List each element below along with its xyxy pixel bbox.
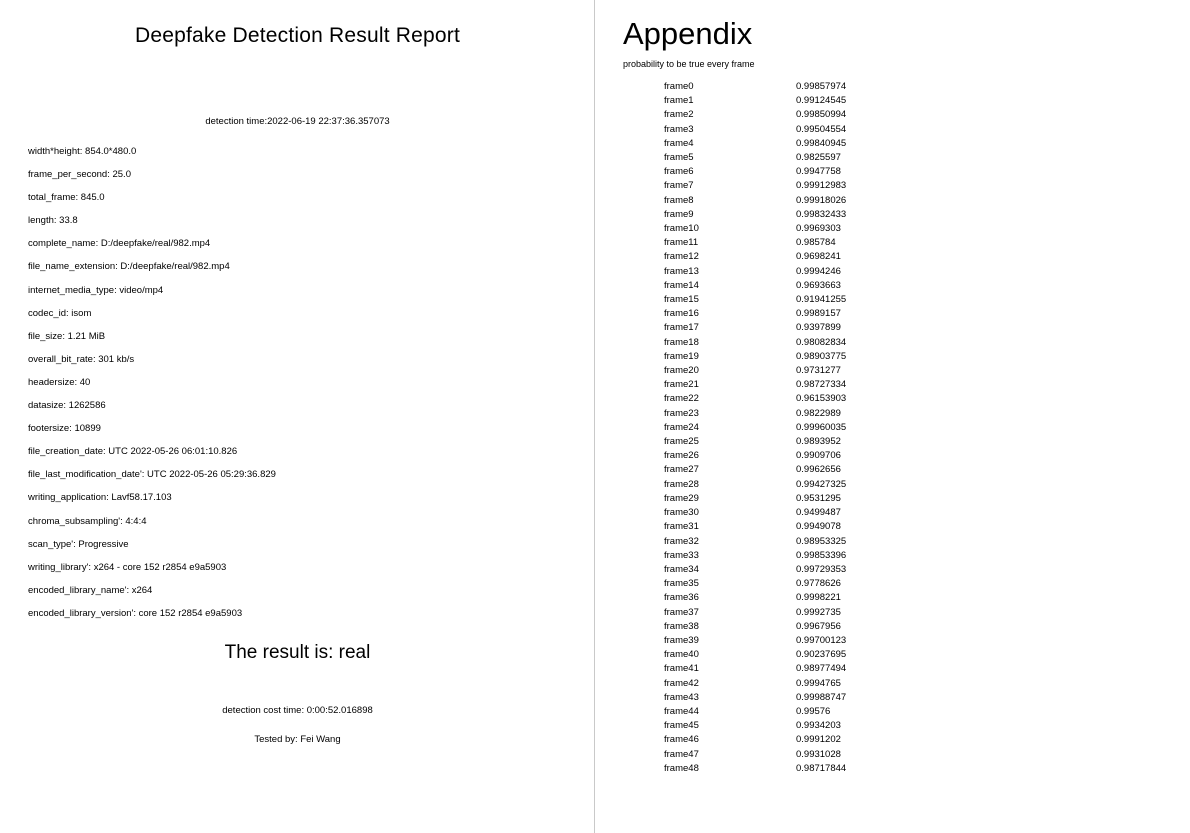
metadata-item: encoded_library_version': core 152 r2854 e9a5903 bbox=[28, 607, 243, 619]
frame-probability-cell: 0.99832433 bbox=[796, 208, 847, 220]
frame-probability-cell: 0.99960035 bbox=[796, 421, 847, 433]
frame-probability-cell: 0.90237695 bbox=[796, 649, 847, 661]
frame-label-cell: frame20 bbox=[664, 365, 699, 377]
table-row bbox=[623, 691, 916, 705]
frame-label-cell: frame33 bbox=[664, 549, 699, 561]
frame-probability-cell: 0.985784 bbox=[796, 237, 836, 249]
frame-label-cell: frame22 bbox=[664, 393, 699, 405]
frame-probability-cell: 0.9934203 bbox=[796, 720, 841, 732]
right-page-column bbox=[595, 0, 1190, 833]
frame-label-cell: frame46 bbox=[664, 734, 699, 746]
frame-probability-cell: 0.96153903 bbox=[796, 393, 847, 405]
frame-probability-cell: 0.9693663 bbox=[796, 279, 841, 291]
frame-probability-cell: 0.9962656 bbox=[796, 464, 841, 476]
metadata-item: chroma_subsampling': 4:4:4 bbox=[28, 515, 147, 527]
frame-label-cell: frame12 bbox=[664, 251, 699, 263]
frame-label-cell: frame45 bbox=[664, 720, 699, 732]
table-row bbox=[623, 606, 916, 620]
frame-label-cell: frame1 bbox=[664, 95, 694, 107]
frame-probability-cell: 0.99427325 bbox=[796, 478, 847, 490]
frame-label-cell: frame39 bbox=[664, 634, 699, 646]
frame-probability-cell: 0.9949078 bbox=[796, 521, 841, 533]
table-row bbox=[623, 222, 916, 236]
table-row bbox=[623, 705, 916, 719]
frame-label-cell: frame34 bbox=[664, 563, 699, 575]
table-row bbox=[623, 194, 916, 208]
table-row bbox=[623, 265, 916, 279]
metadata-item: overall_bit_rate: 301 kb/s bbox=[28, 353, 135, 365]
frame-probability-cell: 0.98727334 bbox=[796, 379, 847, 391]
table-row bbox=[623, 250, 916, 264]
table-row bbox=[623, 506, 916, 520]
metadata-item: file_creation_date: UTC 2022-05-26 06:01:10.826 bbox=[28, 446, 238, 458]
frame-probability-cell: 0.9994765 bbox=[796, 677, 841, 689]
table-row bbox=[623, 307, 916, 321]
frame-probability-cell: 0.9947758 bbox=[796, 166, 841, 178]
frame-label-cell: frame48 bbox=[664, 762, 699, 774]
frame-label-cell: frame25 bbox=[664, 436, 699, 448]
frame-probability-cell: 0.99912983 bbox=[796, 180, 847, 192]
table-row bbox=[623, 591, 916, 605]
table-row bbox=[623, 520, 916, 534]
frame-probability-cell: 0.99918026 bbox=[796, 194, 847, 206]
metadata-item: file_last_modification_date': UTC 2022-05-26 05:29:36.829 bbox=[28, 469, 276, 481]
table-row bbox=[623, 392, 916, 406]
metadata-item: datasize: 1262586 bbox=[28, 400, 106, 412]
frame-label-cell: frame9 bbox=[664, 208, 694, 220]
table-row bbox=[623, 137, 916, 151]
frame-probability-cell: 0.99576 bbox=[796, 705, 831, 717]
frame-probability-cell: 0.9994246 bbox=[796, 265, 841, 277]
frame-probability-cell: 0.98717844 bbox=[796, 762, 847, 774]
frame-label-cell: frame13 bbox=[664, 265, 699, 277]
table-row bbox=[623, 279, 916, 293]
frame-label-cell: frame3 bbox=[664, 123, 694, 135]
frame-label-cell: frame41 bbox=[664, 663, 699, 675]
table-row bbox=[623, 748, 916, 762]
frame-label-cell: frame32 bbox=[664, 535, 699, 547]
frame-probability-cell: 0.99857974 bbox=[796, 81, 847, 92]
table-row bbox=[623, 208, 916, 222]
frame-probability-cell: 0.9991202 bbox=[796, 734, 841, 746]
table-row bbox=[623, 535, 916, 549]
frame-probability-cell: 0.99729353 bbox=[796, 563, 847, 575]
frame-probability-cell: 0.9893952 bbox=[796, 436, 841, 448]
table-row bbox=[623, 151, 916, 165]
frame-probability-cell: 0.9992735 bbox=[796, 606, 841, 618]
table-row bbox=[623, 407, 916, 421]
table-row bbox=[623, 648, 916, 662]
frame-probability-cell: 0.9531295 bbox=[796, 492, 841, 504]
frame-probability-cell: 0.9989157 bbox=[796, 308, 841, 320]
table-row bbox=[623, 123, 916, 137]
table-row bbox=[623, 435, 916, 449]
metadata-item: file_name_extension: D:/deepfake/real/982.mp4 bbox=[28, 261, 230, 273]
frame-label-cell: frame16 bbox=[664, 308, 699, 320]
frame-label-cell: frame21 bbox=[664, 379, 699, 391]
frame-probability-cell: 0.9825597 bbox=[796, 152, 841, 164]
frame-probability-cell: 0.9778626 bbox=[796, 578, 841, 590]
metadata-item: writing_application: Lavf58.17.103 bbox=[28, 492, 172, 504]
frame-probability-cell: 0.9998221 bbox=[796, 592, 841, 604]
table-row bbox=[623, 492, 916, 506]
frame-probability-cell: 0.9698241 bbox=[796, 251, 841, 263]
metadata-item: writing_library': x264 - core 152 r2854 e9a5903 bbox=[28, 561, 227, 573]
metadata-item: width*height: 854.0*480.0 bbox=[28, 146, 137, 157]
frame-probability-table bbox=[623, 80, 916, 776]
frame-probability-cell: 0.9731277 bbox=[796, 365, 841, 377]
frame-label-cell: frame7 bbox=[664, 180, 694, 192]
metadata-item: codec_id: isom bbox=[28, 307, 92, 319]
frame-probability-cell: 0.9822989 bbox=[796, 407, 841, 419]
frame-probability-cell: 0.9967956 bbox=[796, 620, 841, 632]
metadata-item: complete_name: D:/deepfake/real/982.mp4 bbox=[28, 238, 211, 250]
table-row bbox=[623, 179, 916, 193]
frame-label-cell: frame15 bbox=[664, 294, 699, 306]
table-row bbox=[623, 478, 916, 492]
tested-by-text: Tested by: Fei Wang bbox=[254, 734, 341, 745]
frame-label-cell: frame43 bbox=[664, 691, 699, 703]
table-row bbox=[623, 236, 916, 250]
table-row bbox=[623, 165, 916, 179]
table-row bbox=[623, 662, 916, 676]
frame-label-cell: frame38 bbox=[664, 620, 699, 632]
table-row bbox=[623, 733, 916, 747]
frame-probability-cell: 0.9397899 bbox=[796, 322, 841, 334]
table-row bbox=[623, 80, 916, 94]
frame-label-cell: frame44 bbox=[664, 705, 699, 717]
table-row bbox=[623, 577, 916, 591]
frame-probability-cell: 0.99840945 bbox=[796, 137, 847, 149]
frame-probability-cell: 0.91941255 bbox=[796, 294, 847, 306]
table-row bbox=[623, 378, 916, 392]
metadata-item: headersize: 40 bbox=[28, 376, 91, 388]
metadata-item: encoded_library_name': x264 bbox=[28, 584, 153, 596]
frame-probability-cell: 0.99850994 bbox=[796, 109, 847, 121]
frame-label-cell: frame0 bbox=[664, 81, 694, 92]
appendix-title: Appendix bbox=[623, 16, 753, 51]
table-row bbox=[623, 634, 916, 648]
frame-label-cell: frame24 bbox=[664, 421, 699, 433]
frame-label-cell: frame27 bbox=[664, 464, 699, 476]
table-row bbox=[623, 364, 916, 378]
frame-label-cell: frame6 bbox=[664, 166, 694, 178]
frame-label-cell: frame17 bbox=[664, 322, 699, 334]
metadata-item: length: 33.8 bbox=[28, 215, 78, 227]
table-row bbox=[623, 293, 916, 307]
frame-label-cell: frame42 bbox=[664, 677, 699, 689]
table-row bbox=[623, 421, 916, 435]
table-row bbox=[623, 549, 916, 563]
table-row bbox=[623, 449, 916, 463]
video-metadata-list bbox=[28, 140, 568, 625]
frame-probability-cell: 0.99853396 bbox=[796, 549, 847, 561]
frame-probability-cell: 0.9499487 bbox=[796, 507, 841, 519]
frame-label-cell: frame47 bbox=[664, 748, 699, 760]
table-row bbox=[623, 108, 916, 122]
frame-label-cell: frame10 bbox=[664, 223, 699, 235]
frame-probability-cell: 0.99504554 bbox=[796, 123, 847, 135]
metadata-item: total_frame: 845.0 bbox=[28, 192, 105, 204]
frame-label-cell: frame36 bbox=[664, 592, 699, 604]
frame-label-cell: frame37 bbox=[664, 606, 699, 618]
detection-result-text: The result is: real bbox=[224, 642, 371, 663]
metadata-item: scan_type': Progressive bbox=[28, 538, 129, 550]
frame-label-cell: frame4 bbox=[664, 137, 694, 149]
metadata-item: frame_per_second: 25.0 bbox=[28, 169, 131, 181]
frame-probability-cell: 0.9969303 bbox=[796, 223, 841, 235]
frame-probability-cell: 0.99124545 bbox=[796, 95, 847, 107]
table-row bbox=[623, 336, 916, 350]
frame-label-cell: frame18 bbox=[664, 336, 699, 348]
frame-probability-cell: 0.99700123 bbox=[796, 634, 847, 646]
frame-label-cell: frame19 bbox=[664, 350, 699, 362]
metadata-item: file_size: 1.21 MiB bbox=[28, 330, 106, 342]
frame-label-cell: frame26 bbox=[664, 450, 699, 462]
frame-label-cell: frame29 bbox=[664, 492, 699, 504]
table-row bbox=[623, 677, 916, 691]
table-row bbox=[623, 719, 916, 733]
table-row bbox=[623, 463, 916, 477]
frame-label-cell: frame35 bbox=[664, 578, 699, 590]
frame-probability-cell: 0.98977494 bbox=[796, 663, 847, 675]
appendix-subtitle: probability to be true every frame bbox=[623, 59, 755, 69]
frame-label-cell: frame28 bbox=[664, 478, 699, 490]
table-row bbox=[623, 563, 916, 577]
frame-probability-cell: 0.99988747 bbox=[796, 691, 847, 703]
table-row bbox=[623, 94, 916, 108]
detection-time-text: detection time:2022-06-19 22:37:36.357073 bbox=[205, 116, 390, 127]
frame-probability-cell: 0.98953325 bbox=[796, 535, 847, 547]
metadata-item: internet_media_type: video/mp4 bbox=[28, 284, 164, 296]
frame-probability-cell: 0.9909706 bbox=[796, 450, 841, 462]
detection-cost-time-text: detection cost time: 0:00:52.016898 bbox=[222, 705, 373, 716]
table-row bbox=[623, 321, 916, 335]
page-title: Deepfake Detection Result Report bbox=[134, 24, 461, 47]
frame-label-cell: frame40 bbox=[664, 649, 699, 661]
metadata-item: footersize: 10899 bbox=[28, 423, 101, 435]
frame-label-cell: frame11 bbox=[664, 237, 699, 249]
frame-probability-cell: 0.98903775 bbox=[796, 350, 847, 362]
table-row bbox=[623, 350, 916, 364]
frame-probability-cell: 0.9931028 bbox=[796, 748, 841, 760]
frame-probability-cell: 0.98082834 bbox=[796, 336, 847, 348]
frame-label-cell: frame5 bbox=[664, 152, 694, 164]
frame-label-cell: frame31 bbox=[664, 521, 699, 533]
frame-label-cell: frame23 bbox=[664, 407, 699, 419]
table-row bbox=[623, 620, 916, 634]
frame-label-cell: frame8 bbox=[664, 194, 694, 206]
table-row bbox=[623, 762, 916, 776]
frame-label-cell: frame14 bbox=[664, 279, 699, 291]
frame-label-cell: frame2 bbox=[664, 109, 694, 121]
frame-label-cell: frame30 bbox=[664, 507, 699, 519]
frame-probability-table-body bbox=[623, 80, 916, 776]
